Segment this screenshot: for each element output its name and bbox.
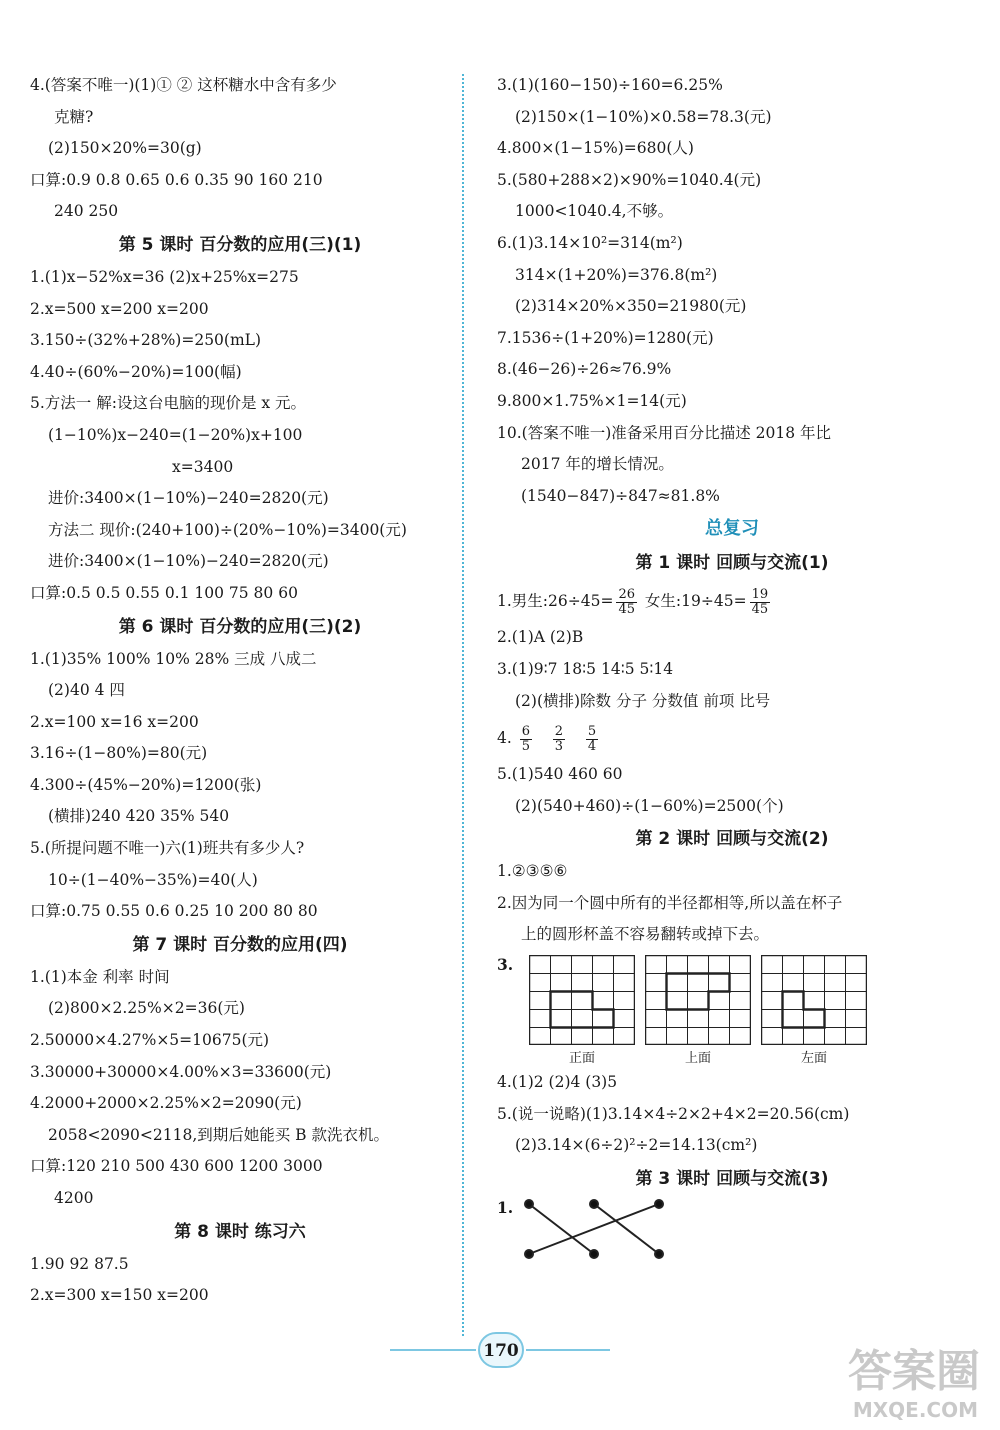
page-number: 170 xyxy=(478,1332,524,1368)
answer-line: 6.(1)3.14×10²=314(m²) xyxy=(497,233,683,252)
answer-line: 口算:0.5 0.5 0.55 0.1 100 75 80 60 xyxy=(30,583,298,602)
left-view-grid xyxy=(761,955,867,1045)
answer-line: 方法二 现价:(240+100)÷(20%−10%)=3400(元) xyxy=(48,520,407,539)
answer-line: 2017 年的增长情况。 xyxy=(521,455,674,474)
answer-line: 5.(1)540 460 60 xyxy=(497,765,623,784)
page-footer xyxy=(390,1332,610,1368)
answer-line: (2)(540+460)÷(1−60%)=2500(个) xyxy=(515,796,784,815)
lesson-title: 第 6 课时 百分数的应用(三)(2) xyxy=(118,616,362,637)
male-fraction: $\frac{26}{45}$ xyxy=(618,586,635,617)
column-divider xyxy=(462,74,464,1336)
answer-line: (2)150×20%=30(g) xyxy=(48,139,202,158)
answer-line: (2)3.14×(6÷2)²÷2=14.13(cm²) xyxy=(515,1136,758,1155)
fraction: $\frac{2}{3}$ xyxy=(554,723,564,754)
lesson-title: 第 5 课时 百分数的应用(三)(1) xyxy=(118,234,362,255)
top-view xyxy=(645,955,751,1066)
answer-line: (2)800×2.25%×2=36(元) xyxy=(48,999,245,1018)
answer-line: 2.(1)A (2)B xyxy=(497,628,584,647)
answer-line: 5.(说一说略)(1)3.14×4÷2×2+4×2=20.56(cm) xyxy=(497,1104,850,1123)
front-view-label: 正面 xyxy=(568,1051,595,1067)
answer-line: x=3400 xyxy=(172,457,234,476)
q1-fractions xyxy=(497,580,967,622)
female-label: 女生:19÷45= xyxy=(639,592,747,611)
answer-line: 5.(所提问题不唯一)六(1)班共有多少人? xyxy=(30,839,305,858)
lesson-title: 第 7 课时 百分数的应用(四) xyxy=(132,934,348,955)
answer-line: 5.方法一 解:设这台电脑的现价是 x 元。 xyxy=(30,394,307,413)
front-view xyxy=(529,955,635,1066)
watermark-url: MXQE.COM xyxy=(852,1398,978,1422)
three-view-grids: 3. 正面 上面 左面 xyxy=(497,951,967,1067)
answer-line: (1−10%)x−240=(1−20%)x+100 xyxy=(48,425,303,444)
answer-line: 240 250 xyxy=(54,202,119,221)
answer-line: 1000<1040.4,不够。 xyxy=(515,202,674,221)
lesson3-title: 第 3 课时 回顾与交流(3) xyxy=(635,1168,829,1189)
q4-fractions: 4. $\frac{6}{5}$ $\frac{2}{3}$ $\frac{5}{4}$ xyxy=(497,723,597,754)
answer-line: 4.800×(1−15%)=680(人) xyxy=(497,139,694,158)
answer-line: 2058<2090<2118,到期后她能买 B 款洗衣机。 xyxy=(48,1125,389,1144)
lesson1-title: 第 1 课时 回顾与交流(1) xyxy=(635,553,829,574)
answer-line: 9.800×1.75%×1=14(元) xyxy=(497,391,687,410)
answer-line: 2.x=300 x=150 x=200 xyxy=(30,1286,209,1305)
top-view-label: 上面 xyxy=(684,1051,711,1067)
answer-line: 4.2000+2000×2.25%×2=2090(元) xyxy=(30,1094,302,1113)
answer-line: 10.(答案不唯一)准备采用百分比描述 2018 年比 xyxy=(497,423,832,442)
answer-line: 口算:0.9 0.8 0.65 0.6 0.35 90 160 210 xyxy=(30,170,323,189)
answer-line: 进价:3400×(1−10%)−240=2820(元) xyxy=(48,552,329,571)
answer-line: 3.16÷(1−80%)=80(元) xyxy=(30,744,208,763)
answer-line: 1.②③⑤⑥ xyxy=(497,862,568,881)
fraction: $\frac{6}{5}$ xyxy=(521,723,531,754)
front-view-grid xyxy=(529,955,635,1045)
matching-lines xyxy=(519,1196,669,1262)
answer-line: 口算:0.75 0.55 0.6 0.25 10 200 80 80 xyxy=(30,902,318,921)
answer-line: (1540−847)÷847≈81.8% xyxy=(521,486,720,505)
answer-line: (2)314×20%×350=21980(元) xyxy=(515,297,747,316)
answer-line: 314×(1+20%)=376.8(m²) xyxy=(515,265,718,284)
fraction: $\frac{5}{4}$ xyxy=(587,723,597,754)
left-view xyxy=(761,955,867,1066)
answer-line: 2.x=500 x=200 x=200 xyxy=(30,299,209,318)
matching-figure: 1. xyxy=(497,1196,967,1270)
male-label: 1.男生:26÷45= xyxy=(497,592,614,611)
left-column xyxy=(30,70,450,1312)
answer-line: 进价:3400×(1−10%)−240=2820(元) xyxy=(48,489,329,508)
female-fraction: $\frac{19}{45}$ xyxy=(751,586,769,617)
answer-line: 3.(1)(160−150)÷160=6.25% xyxy=(497,76,723,94)
answer-line: 8.(46−26)÷26≈76.9% xyxy=(497,360,672,379)
answer-line: 2.50000×4.27%×5=10675(元) xyxy=(30,1031,270,1050)
answer-line: 1.90 92 87.5 xyxy=(30,1254,129,1273)
answer-line: 3.30000+30000×4.00%×3=33600(元) xyxy=(30,1062,332,1081)
left-view-label: 左面 xyxy=(800,1051,827,1067)
answer-line: 5.(580+288×2)×90%=1040.4(元) xyxy=(497,170,762,189)
lesson2-title: 第 2 课时 回顾与交流(2) xyxy=(635,829,829,850)
answer-line: 口算:120 210 500 430 600 1200 3000 xyxy=(30,1157,323,1176)
answer-line: 1.(1)本金 利率 时间 xyxy=(30,967,170,986)
lesson-title: 第 8 课时 练习六 xyxy=(174,1221,306,1242)
answer-line: 4.(1)2 (2)4 (3)5 xyxy=(497,1073,618,1092)
watermark-logo: 答案圈 xyxy=(848,1346,980,1397)
answer-line: 克糖? xyxy=(54,107,94,126)
answer-line: 4.40÷(60%−20%)=100(幅) xyxy=(30,362,242,381)
answer-line: (2)40 4 四 xyxy=(48,681,125,700)
answer-line: 1.(1)x−52%x=36 (2)x+25%x=275 xyxy=(30,267,299,286)
right-column xyxy=(497,70,967,1270)
answer-line: 1.(1)35% 100% 10% 28% 三成 八成二 xyxy=(30,649,317,668)
answer-line: 4.(答案不唯一)(1)① ② 这杯糖水中含有多少 xyxy=(30,76,337,94)
answer-line: 4200 xyxy=(54,1189,94,1207)
top-view-grid xyxy=(645,955,751,1045)
answer-line: 2.因为同一个圆中所有的半径都相等,所以盖在杯子 xyxy=(497,893,843,912)
answer-line: (2)150×(1−10%)×0.58=78.3(元) xyxy=(515,107,772,126)
answer-line: 7.1536÷(1+20%)=1280(元) xyxy=(497,328,714,347)
answer-line: (横排)240 420 35% 540 xyxy=(48,807,230,826)
answer-line: 上的圆形杯盖不容易翻转或掉下去。 xyxy=(521,925,770,944)
review-title: 总复习 xyxy=(705,518,759,540)
answer-line: (2)(横排)除数 分子 分数值 前项 比号 xyxy=(515,691,771,710)
answer-line: 10÷(1−40%−35%)=40(人) xyxy=(48,870,258,889)
answer-line: 3.(1)9∶7 18∶5 14∶5 5∶14 xyxy=(497,659,674,678)
answer-line: 2.x=100 x=16 x=200 xyxy=(30,712,199,731)
answer-line: 4.300÷(45%−20%)=1200(张) xyxy=(30,775,262,794)
answer-line: 3.150÷(32%+28%)=250(mL) xyxy=(30,331,262,350)
